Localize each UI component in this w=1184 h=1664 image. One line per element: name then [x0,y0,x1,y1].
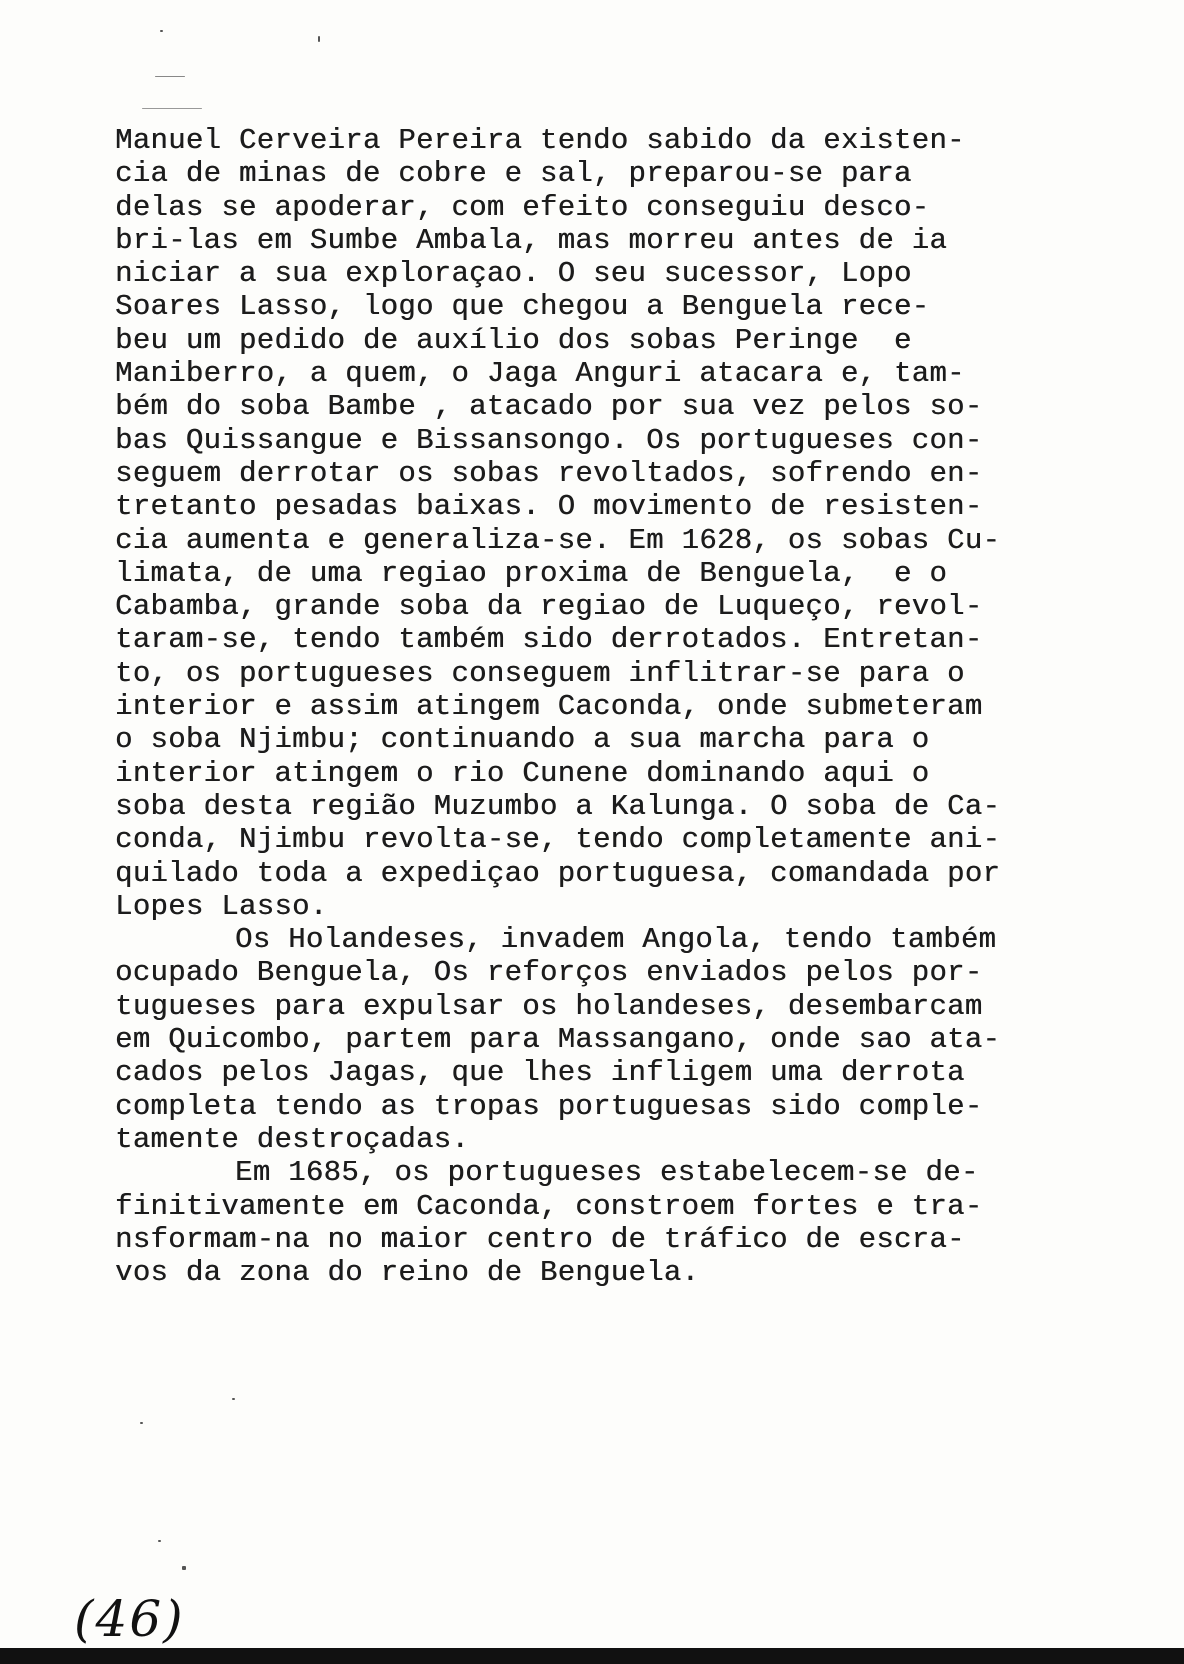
text-line: taram-se, tendo também sido derrotados. Entretan- [115,623,983,657]
text-line: cados pelos Jagas, que lhes infligem uma derrota [115,1056,965,1090]
scan-speck [232,1398,235,1400]
scan-speck [158,1540,161,1542]
text-line: soba desta região Muzumbo a Kalunga. O soba de Ca- [115,789,1001,823]
scan-speck [142,108,202,109]
text-line: quilado toda a expediçao portuguesa, comandada por [115,856,1001,890]
scan-speck [182,1566,186,1570]
body-text [115,124,1155,1289]
scan-border-bar [0,1648,1184,1664]
text-line: to, os portugueses conseguem inflitrar-se para o [115,656,965,690]
text-line: Em 1685, os portugueses estabelecem-se de- [235,1156,979,1190]
text-line: interior e assim atingem Caconda, onde submeteram [115,690,983,724]
paragraph [115,923,1155,1156]
text-line: bém do soba Bambe , atacado por sua vez pelos so- [115,390,983,424]
scan-speck [155,76,185,77]
page-number: (46) [74,1590,185,1648]
text-line: nsformam-na no maior centro de tráfico de escra- [115,1222,965,1256]
text-line: em Quicombo, partem para Massangano, onde sao ata- [115,1023,1001,1057]
scan-speck [160,30,163,32]
text-line: cia de minas de cobre e sal, preparou-se para [115,157,912,191]
text-line: limata, de uma regiao proxima de Benguela, e o [115,556,948,590]
text-line: Maniberro, a quem, o Jaga Anguri atacara e, tam- [115,357,965,391]
text-line: seguem derrotar os sobas revoltados, sofrendo en- [115,456,983,490]
text-line: bas Quissangue e Bissansongo. Os portugueses con- [115,423,983,457]
scan-speck [318,36,320,42]
text-line: tugueses para expulsar os holandeses, desembarcam [115,989,983,1023]
text-line: completa tendo as tropas portuguesas sido comple- [115,1089,983,1123]
text-line: tretanto pesadas baixas. O movimento de resisten- [115,490,983,524]
text-line: conda, Njimbu revolta-se, tendo completamente ani- [115,823,1001,857]
text-line: beu um pedido de auxílio dos sobas Peringe e [115,323,912,357]
paragraph [115,124,1155,923]
text-line: finitivamente em Caconda, constroem fortes e tra- [115,1189,983,1223]
text-line: vos da zona do reino de Benguela. [115,1256,700,1290]
text-line: interior atingem o rio Cunene dominando aqui o [115,756,930,790]
text-line: Cabamba, grande soba da regiao de Luqueço, revol- [115,590,983,624]
text-line: delas se apoderar, com efeito conseguiu desco- [115,190,930,224]
text-line: cia aumenta e generaliza-se. Em 1628, os sobas Cu- [115,523,1001,557]
text-line: Lopes Lasso. [115,889,328,923]
text-line: Manuel Cerveira Pereira tendo sabido da existen- [115,124,965,157]
text-line: bri-las em Sumbe Ambala, mas morreu antes de ia [115,223,948,257]
scan-speck [140,1422,143,1424]
text-line: tamente destroçadas. [115,1122,470,1156]
text-line: ocupado Benguela, Os reforços enviados pelos por- [115,956,983,990]
paragraph [115,1156,1155,1289]
text-line: Os Holandeses, invadem Angola, tendo também [235,923,997,957]
text-line: o soba Njimbu; continuando a sua marcha para o [115,723,930,757]
text-line: niciar a sua exploraçao. O seu sucessor, Lopo [115,257,912,291]
text-line: Soares Lasso, logo que chegou a Benguela rece- [115,290,930,324]
